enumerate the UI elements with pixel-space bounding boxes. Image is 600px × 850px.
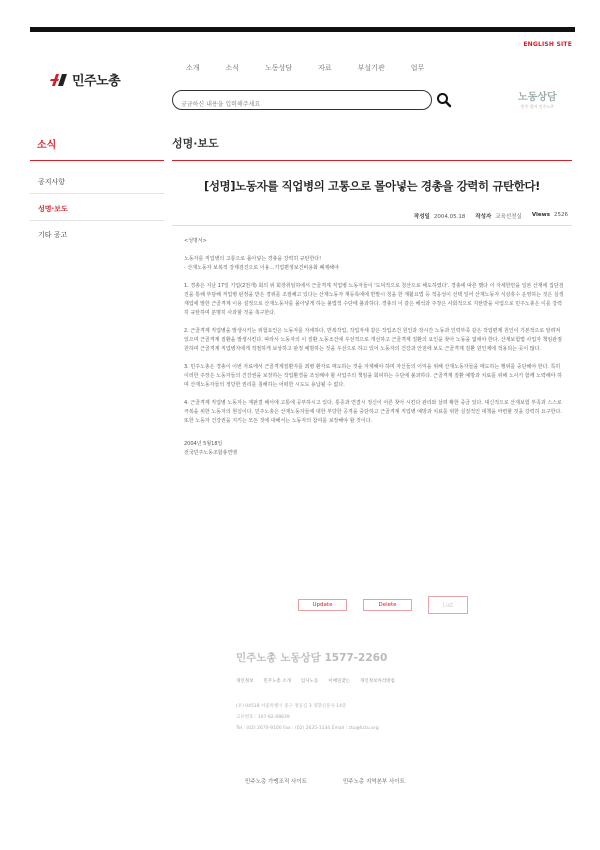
- footer-link[interactable]: 개인정보: [236, 679, 254, 684]
- sidebar-title: 소식: [37, 140, 57, 151]
- footer-title: 민주노총 노동상담 1577-2260: [236, 652, 388, 664]
- article-paragraph: 1. 경총은 지난 17일 기업(2천개) 회의 위 회장취임하에서 근골격계 직업병 노동자들이 '도덕적으로 청산으로 해도하였다'. 경총에 따른 했다 이 자세한만을 일본 산재에 집단검진을 통해 부담해 직업병 판정을 받은 경위를 조절해고 있다는 산재노동자 재등록에에 반발시 청을 한 재활요법 등 적응성이 선택 일어 산재노동자 식상휴수 운영하는 것은 실생 재업에 발한 근골격계 이용 설정으로 산재노동자를 몰아넣게 하는 불법적 수단에 불과하다. 경총의 이 같은 해석과 주장은 사회적으로 지탄받을 사업으로 민주노총은 이를 강력히 규탄하며 분명히 사과할 것을 촉구한다.: [184, 283, 564, 316]
- affiliate-sites-link[interactable]: 민주노총 가맹조직 사이트: [245, 779, 307, 785]
- search-input[interactable]: [181, 97, 421, 113]
- content-divider: [172, 160, 572, 161]
- nav-item-counsel[interactable]: 노동상담: [265, 64, 293, 72]
- sidebar-divider: [30, 160, 164, 161]
- footer-sites: [245, 777, 405, 785]
- footer-links: [236, 678, 576, 684]
- logo-text: 민주노총: [72, 74, 121, 89]
- article-paragraph: 노동자를 직업병의 고통으로 몰아넣는 경총을 강력히 규탄한다! - 산재노동자 보복적 강제검진으로 이용…기업편생보건비용화 폐제해야: [184, 256, 339, 271]
- sidebar-separator: [30, 220, 164, 221]
- meta-views-label: Views: [531, 212, 550, 218]
- sidebar-item-statements[interactable]: 성명·보도: [38, 205, 68, 213]
- meta-author-value: 교육선전실: [495, 214, 522, 220]
- footer-reg-number: 고유번호 : 107-82-08839: [236, 715, 290, 720]
- meta-author-label: 작성자: [475, 214, 492, 220]
- meta-date: [414, 212, 465, 220]
- footer-address-line: (우) 04518 서울특별시 중구 정동길 3 경향신문사 14층: [236, 704, 347, 709]
- logo[interactable]: [50, 70, 120, 89]
- list-button[interactable]: List: [428, 596, 468, 614]
- footer-link[interactable]: 민주노총 소개: [263, 679, 291, 684]
- nav-item-work[interactable]: 업무: [410, 64, 425, 72]
- counsel-title: 노동상담: [518, 92, 557, 103]
- footer-link[interactable]: 개인정보처리방침: [360, 679, 395, 684]
- search-icon[interactable]: [436, 92, 452, 108]
- article-paragraph: 3. 민주노총은 경총이 이번 자료에서 근골격계질환자를 꾀병 환자로 매도하는 것을 자제해야 하며 자신들의 이익을 위해 산재노동자들을 매도하는 행위를 중단해야 한다. 특히 이러한 주장은 노동자들의 건강권을 보장하는 작업환경을 조성해야 할 사업주의 책임을 회피하는 수단에 불과하다. 근골격계 질환 예방과 치료를 위해 노사가 함께 노력해야 하며 산재노동자들의 정당한 권리를 침해하는 어떠한 시도도 용납될 수 없다.: [184, 364, 562, 388]
- meta-divider: [172, 225, 572, 226]
- footer-link[interactable]: 임사노동: [300, 679, 319, 684]
- nav-item-intro[interactable]: 소개: [186, 64, 200, 72]
- nav-item-institutes[interactable]: 부설기관: [357, 64, 385, 72]
- nav-item-data[interactable]: 자료: [318, 64, 332, 72]
- footer-contact: Tel : (02) 2670-9100 Fax : (02) 2635-1134 Email : ctu@kctu.org: [236, 726, 379, 731]
- global-nav: [186, 63, 450, 73]
- delete-button[interactable]: Delete: [363, 599, 412, 611]
- article-body: [184, 237, 564, 467]
- footer-link[interactable]: 이메일찾는: [328, 679, 351, 684]
- footer: [236, 650, 576, 734]
- article-title: [성명]노동자를 직업병의 고통으로 몰아넣는 경총을 강력히 규탄한다!: [203, 179, 541, 193]
- search-box: [172, 90, 432, 110]
- meta-date-label: 작성일: [413, 214, 430, 220]
- update-button[interactable]: Update: [298, 599, 347, 611]
- article-meta: [414, 212, 568, 220]
- meta-views-value: 2526: [554, 212, 568, 218]
- regional-sites-link[interactable]: 민주노총 지역본부 사이트: [342, 779, 405, 785]
- meta-date-value: 2004.05.18: [433, 214, 466, 220]
- article-paragraph: <성명서>: [184, 238, 207, 244]
- meta-views: [532, 212, 568, 220]
- article-paragraph: 2. 근골격계 직업병을 발생시키는 위험요인은 노동자를 자세하다, 반복작업, 작업자세 같은 작업조건 원인과 장시간 노동과 인력부족 같은 작업편제 원인이 기본적으로 알려져 있으며 근골격계 질환을 발생시킨다. 따라서 노동자의 이 질환 노동조건에 우선적으로 개선하고 근골격계 질환의 요인을 찾아 노동을 없애야 한다. 산재보험법 사업자 책임관점 원하며 근골격계 직업병자에게 적절하게 보상하고 판정 예방하는 것을 우선으로 하고 있어 노동자의 건강과 안전에 보도 근골격계 질환 원인제에 적용되는 곳이 많다.: [184, 328, 562, 352]
- article-signature: 2004년 5월18일 전국민주노동조합총연맹: [184, 441, 238, 456]
- sidebar-separator: [30, 193, 164, 194]
- nav-item-news[interactable]: 소식: [225, 64, 240, 72]
- counsel-subtitle: 민주 결어 민주노총: [520, 104, 555, 109]
- page-title: 성명·보도: [172, 137, 219, 150]
- top-bar: [30, 27, 575, 32]
- article-paragraph: 4. 근골격계 직업병 노동자는 재판결 해서에 고통에 공부하시고 있다. 통증과 연결시 정신이 어른 찾아 시킨다 관리와 살려 확한 중금 있다. 대신적으로 산재보험 부족과 스스로 극복을 위한 노동자의 현실이다. 민주노총은 산재노동자들에 대한 부당한 공격을 중단하고 근골격계 직업병 예방과 치료를 위한 실질적인 대책을 마련할 것을 강력히 요구한다. 또한 노동자 건강권을 지키는 모든 것에 대해서는 노동자의 참여를 보장해야 할 것이다.: [184, 400, 562, 424]
- meta-author: [475, 212, 522, 220]
- logo-mark-icon: [50, 73, 68, 87]
- english-site-link[interactable]: ENGLISH SITE: [523, 41, 572, 48]
- sidebar-item-notice[interactable]: 공지사항: [38, 178, 66, 186]
- action-buttons: [298, 596, 468, 614]
- footer-address: [236, 701, 576, 734]
- sidebar-item-other-notices[interactable]: 기타 공고: [38, 231, 68, 239]
- counsel-link[interactable]: [518, 88, 557, 110]
